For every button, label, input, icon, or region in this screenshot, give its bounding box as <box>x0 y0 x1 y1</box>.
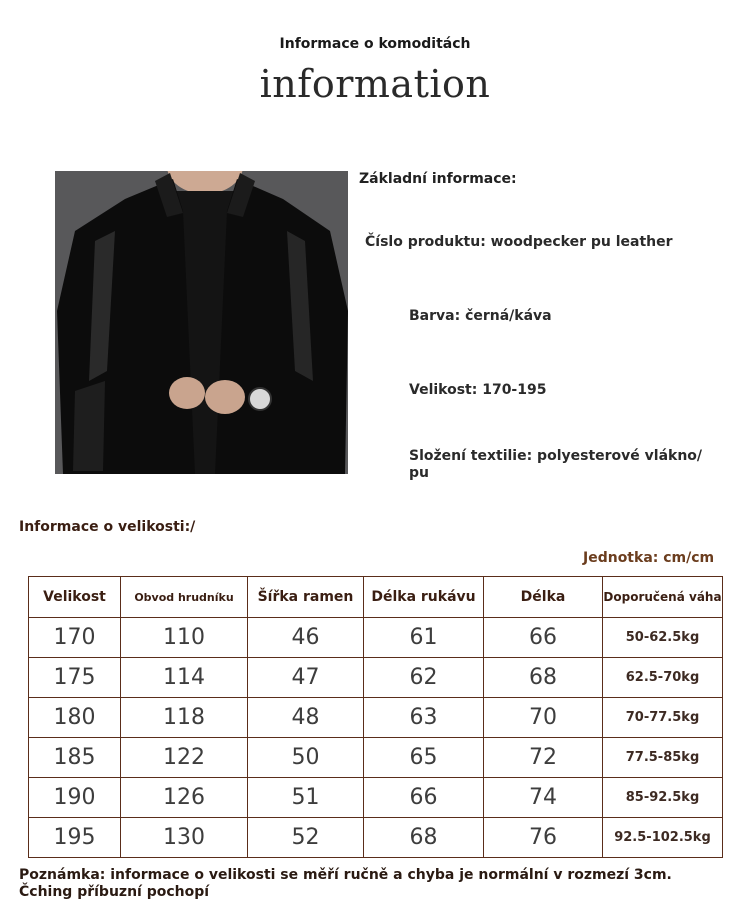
cell-weight: 50-62.5kg <box>603 618 723 658</box>
table-row <box>29 658 723 698</box>
cell-length: 76 <box>484 818 603 858</box>
size-table-header <box>29 577 723 618</box>
cell-chest: 122 <box>121 738 248 778</box>
header-chest: Obvod hrudníku <box>121 577 248 618</box>
table-row <box>29 818 723 858</box>
cell-shoulder: 46 <box>248 618 364 658</box>
table-row <box>29 618 723 658</box>
cell-shoulder: 51 <box>248 778 364 818</box>
page-title: information <box>259 62 491 106</box>
cell-sleeve: 61 <box>364 618 484 658</box>
cell-sleeve: 65 <box>364 738 484 778</box>
cell-sleeve: 66 <box>364 778 484 818</box>
cell-shoulder: 47 <box>248 658 364 698</box>
size-info-title: Informace o velikosti:/ <box>19 519 196 535</box>
cell-chest: 114 <box>121 658 248 698</box>
cell-length: 68 <box>484 658 603 698</box>
cell-size: 170 <box>29 618 121 658</box>
cell-chest: 130 <box>121 818 248 858</box>
leather-jacket-image <box>55 171 348 474</box>
basic-info-title: Základní informace: <box>359 171 517 187</box>
cell-length: 74 <box>484 778 603 818</box>
table-row <box>29 738 723 778</box>
table-row <box>29 698 723 738</box>
cell-weight: 92.5-102.5kg <box>603 818 723 858</box>
cell-weight: 85-92.5kg <box>603 778 723 818</box>
product-color: Barva: černá/káva <box>409 308 552 324</box>
cell-weight: 77.5-85kg <box>603 738 723 778</box>
cell-size: 180 <box>29 698 121 738</box>
cell-length: 70 <box>484 698 603 738</box>
cell-size: 185 <box>29 738 121 778</box>
cell-sleeve: 68 <box>364 818 484 858</box>
product-composition: Složení textilie: polyesterové vlákno/ pu <box>409 448 703 481</box>
header-shoulder: Šířka ramen <box>248 577 364 618</box>
cell-shoulder: 48 <box>248 698 364 738</box>
note-text: Poznámka: informace o velikosti se měří ručně a chyba je normální v rozmezí 3cm. Čching příbuzní pochopí <box>19 867 672 900</box>
cell-size: 195 <box>29 818 121 858</box>
cell-length: 72 <box>484 738 603 778</box>
header-weight: Doporučená váha <box>603 577 723 618</box>
cell-shoulder: 50 <box>248 738 364 778</box>
header-sleeve: Délka rukávu <box>364 577 484 618</box>
size-table <box>28 576 723 858</box>
header-length: Délka <box>484 577 603 618</box>
cell-sleeve: 63 <box>364 698 484 738</box>
cell-size: 175 <box>29 658 121 698</box>
unit-label: Jednotka: cm/cm <box>583 550 715 566</box>
product-size-range: Velikost: 170-195 <box>409 382 547 398</box>
cell-weight: 62.5-70kg <box>603 658 723 698</box>
cell-chest: 110 <box>121 618 248 658</box>
page-subtitle: Informace o komoditách <box>279 36 471 52</box>
cell-chest: 118 <box>121 698 248 738</box>
table-row <box>29 778 723 818</box>
cell-weight: 70-77.5kg <box>603 698 723 738</box>
cell-length: 66 <box>484 618 603 658</box>
cell-chest: 126 <box>121 778 248 818</box>
product-number: Číslo produktu: woodpecker pu leather <box>365 234 673 250</box>
product-photo <box>55 171 348 474</box>
cell-shoulder: 52 <box>248 818 364 858</box>
header-size: Velikost <box>29 577 121 618</box>
cell-size: 190 <box>29 778 121 818</box>
cell-sleeve: 62 <box>364 658 484 698</box>
